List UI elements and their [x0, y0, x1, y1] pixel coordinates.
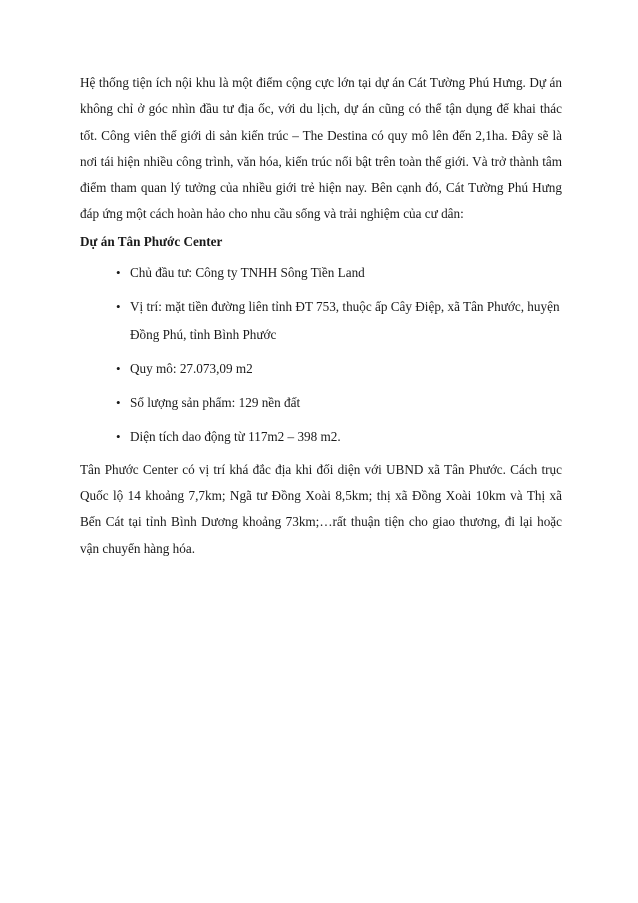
list-item	[80, 355, 562, 383]
bullet-icon: •	[116, 360, 121, 376]
project-details-list	[80, 259, 562, 451]
list-item-text: Diện tích dao động từ 117m2 – 398 m2.	[130, 428, 341, 444]
list-item-text: Chủ đầu tư: Công ty TNHH Sông Tiền Land	[130, 264, 365, 280]
list-item-text: Vị trí: mặt tiền đường liên tỉnh ĐT 753, thuộc ấp Cây Điệp, xã Tân Phước, huyện Đồng Phú, tỉnh Bình Phước	[130, 298, 560, 342]
bullet-icon: •	[116, 264, 121, 280]
bullet-icon: •	[116, 394, 121, 410]
list-item	[80, 293, 562, 349]
list-item	[80, 423, 562, 451]
list-item	[80, 259, 562, 287]
bullet-icon: •	[116, 428, 121, 444]
document-page	[80, 70, 562, 562]
list-item-text: Quy mô: 27.073,09 m2	[130, 360, 253, 376]
list-item-text: Số lượng sản phẩm: 129 nền đất	[130, 394, 301, 410]
bullet-icon: •	[116, 298, 121, 314]
list-item	[80, 389, 562, 417]
closing-paragraph: Tân Phước Center có vị trí khá đắc địa khi đối diện với UBND xã Tân Phước. Cách trục Quốc lộ 14 khoảng 7,7km; Ngã tư Đồng Xoài 8,5km; thị xã Đồng Xoài 10km và Thị xã Bến Cát tại tỉnh Bình Dương khoảng 73km;…rất thuận tiện cho giao thương, đi lại hoặc vận chuyển hàng hóa.	[80, 461, 562, 556]
intro-paragraph: Hệ thống tiện ích nội khu là một điểm cộng cực lớn tại dự án Cát Tường Phú Hưng. Dự án không chỉ ở góc nhìn đầu tư địa ốc, với du lịch, dự án cũng có thể tận dụng để khai thác tốt. Công viên thế giới di sản kiến trúc – The Destina có quy mô lên đến 2,1ha. Đây sẽ là nơi tái hiện nhiều công trình, văn hóa, kiến trúc nổi bật trên toàn thế giới. Và trở thành tâm điểm tham quan lý tưởng của nhiều giới trẻ hiện nay. Bên cạnh đó, Cát Tường Phú Hưng đáp ứng một cách hoàn hảo cho nhu cầu sống và trải nghiệm của cư dân:	[80, 75, 562, 222]
section-heading: Dự án Tân Phước Center	[80, 233, 223, 249]
